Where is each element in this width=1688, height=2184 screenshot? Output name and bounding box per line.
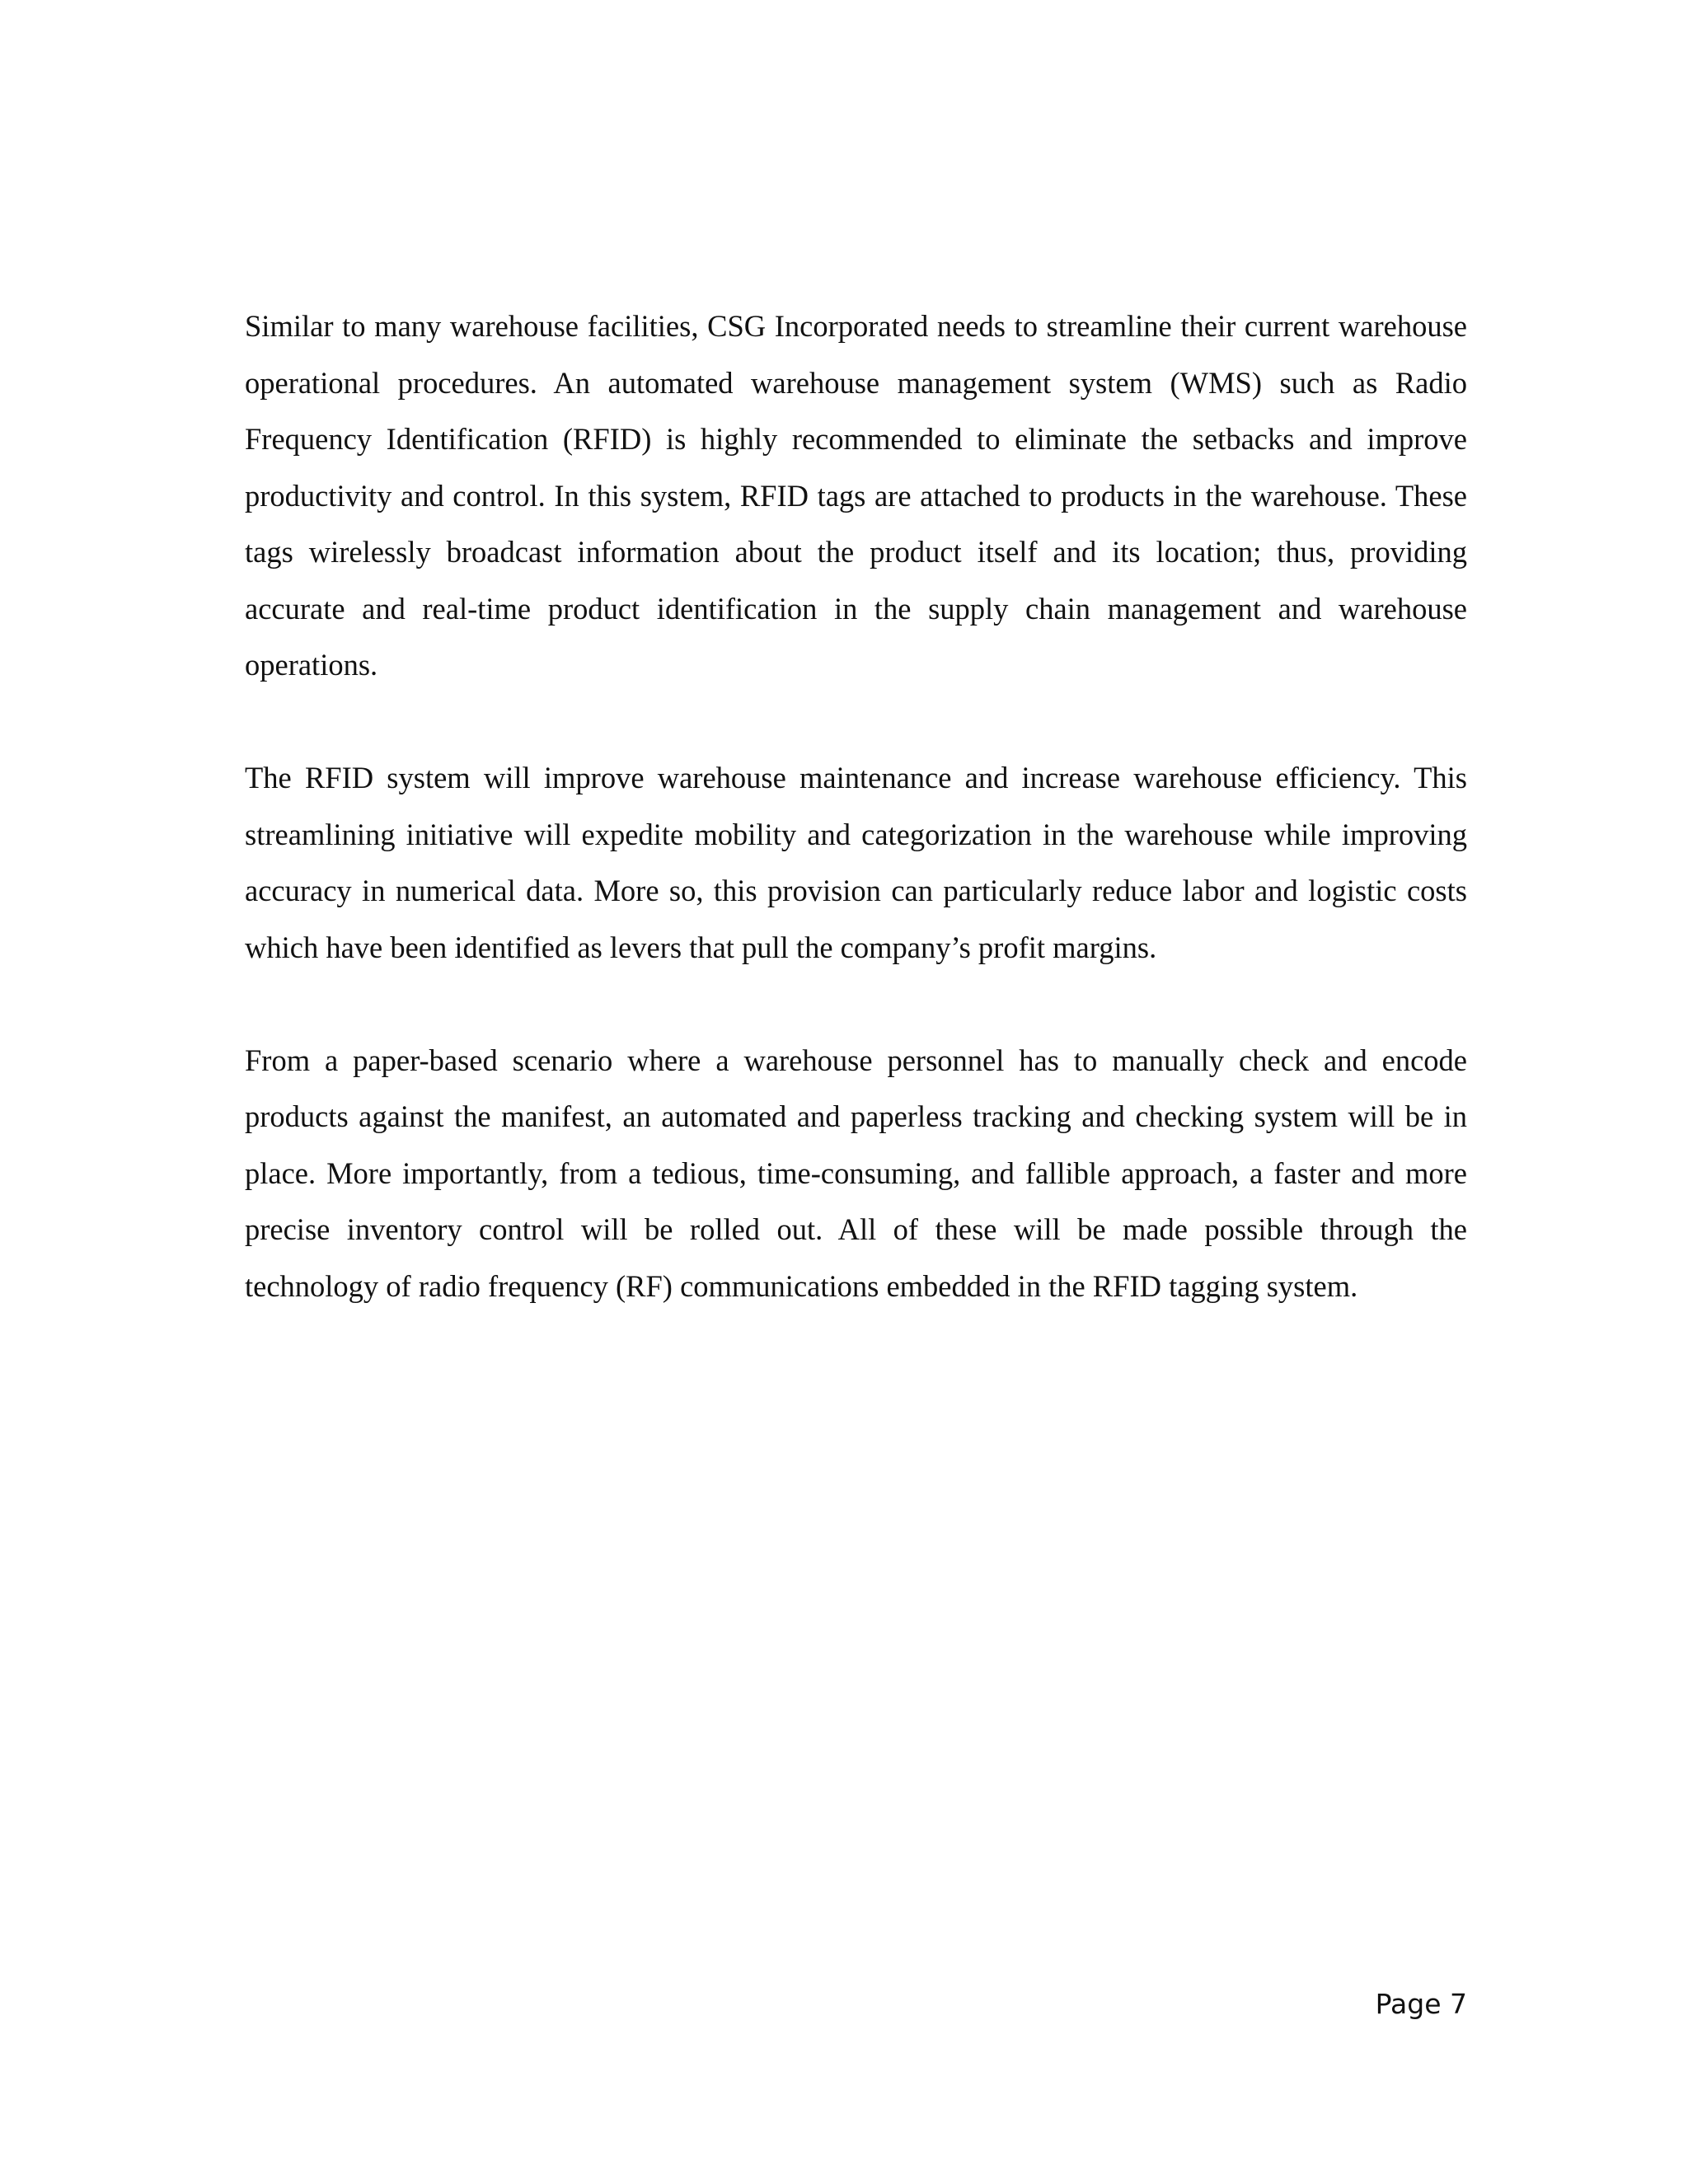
document-body [245,298,1467,1315]
paragraph-3: From a paper-based scenario where a warehouse personnel has to manually check and encode products against the manifest, an automated and paperless tracking and checking system will be in place. More importantly, from a tedious, time-consuming, and fallible approach, a faster and more precise inventory control will be rolled out. All of these will be made possible through the technology of radio frequency (RF) communications embedded in the RFID tagging system. [245,1043,1467,1303]
paragraph-1: Similar to many warehouse facilities, CSG Incorporated needs to streamline their current warehouse operational procedures. An automated warehouse management system (WMS) such as Radio Frequency Identification (RFID) is highly recommended to eliminate the setbacks and improve productivity and control. In this system, RFID tags are attached to products in the warehouse. These tags wirelessly broadcast information about the product itself and its location; thus, providing accurate and real-time product identification in the supply chain management and warehouse operations. [245,309,1467,682]
page-number: Page 7 [1375,1988,1467,2020]
paragraph-2: The RFID system will improve warehouse maintenance and increase warehouse efficiency. This streamlining initiative will expedite mobility and categorization in the warehouse while improving accuracy in numerical data. More so, this provision can particularly reduce labor and logistic costs which have been identified as levers that pull the company’s profit margins. [245,761,1467,964]
